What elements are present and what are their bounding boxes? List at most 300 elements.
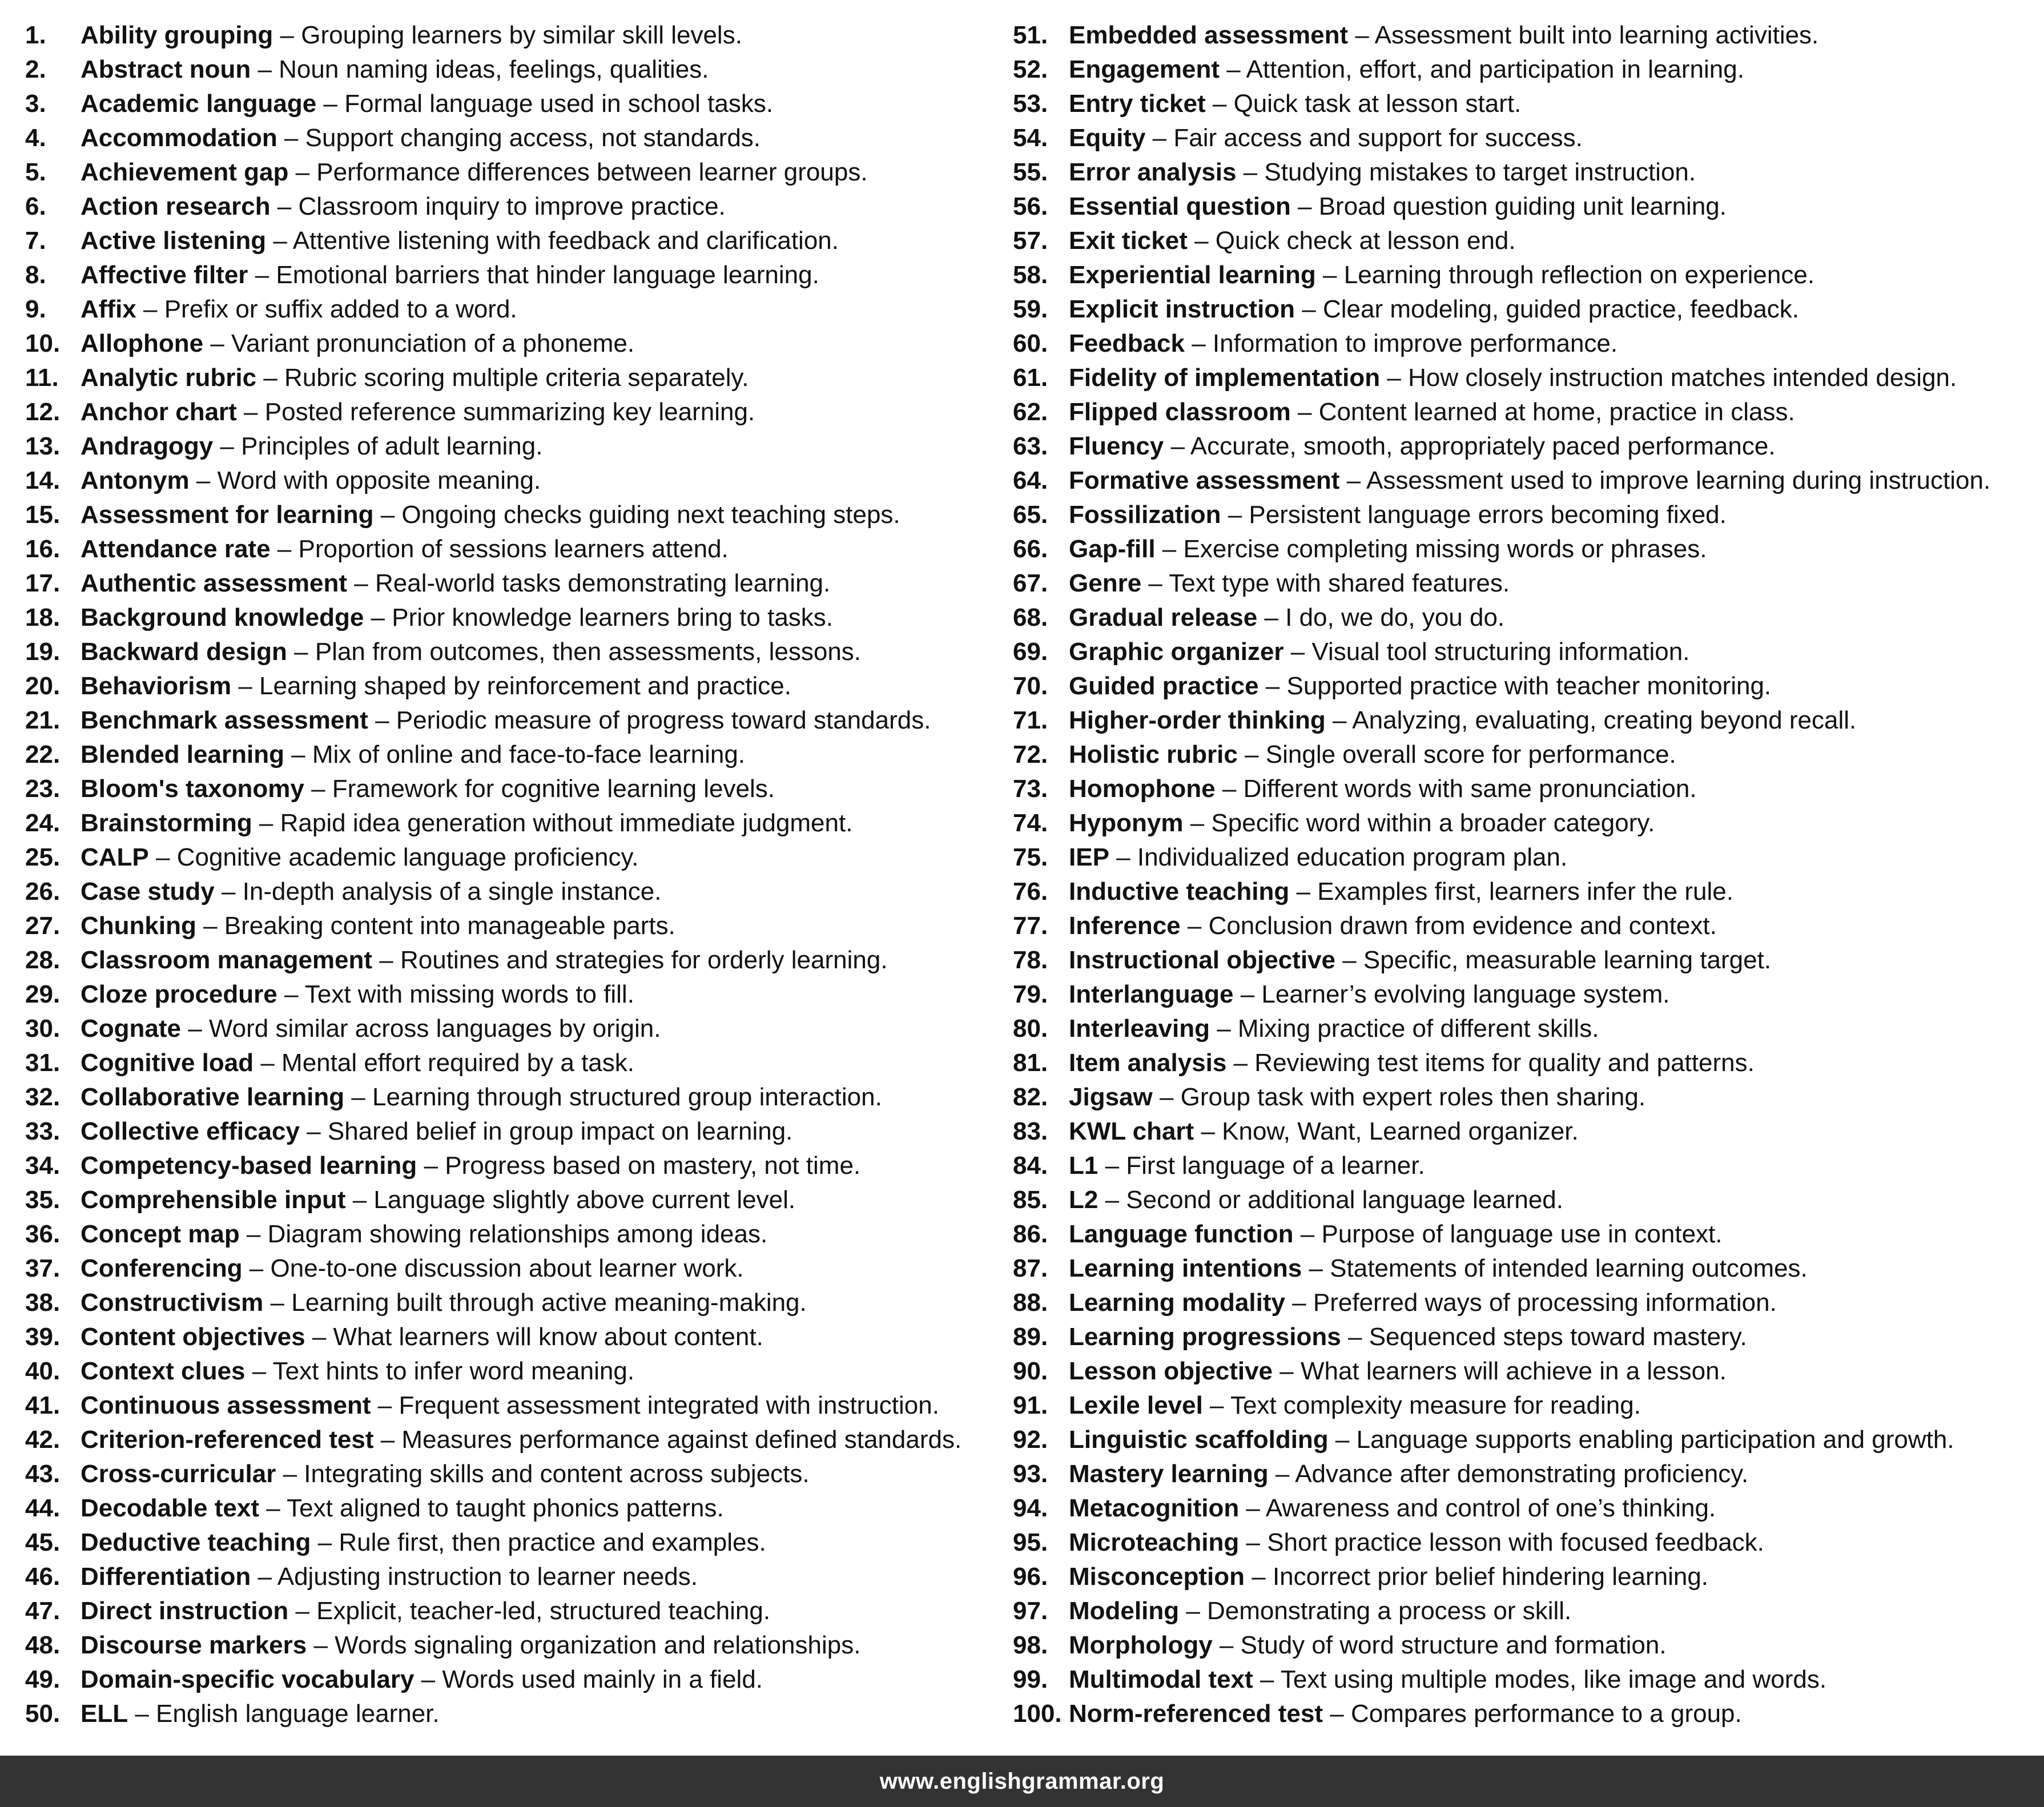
glossary-entry <box>25 87 996 121</box>
entry-separator: – <box>304 775 332 803</box>
entry-definition: Support changing access, not standards. <box>305 124 761 152</box>
entry-text <box>1069 1114 1579 1149</box>
entry-separator: – <box>1209 1015 1238 1043</box>
glossary-entry <box>1013 1491 2035 1526</box>
entry-number: 60. <box>1013 329 1048 357</box>
entry-separator: – <box>316 90 345 118</box>
entry-definition: Reviewing test items for quality and patterns. <box>1254 1049 1755 1077</box>
entry-term: Decodable text <box>81 1494 259 1522</box>
entry-separator: – <box>270 192 299 220</box>
glossary-entry <box>1013 292 2035 327</box>
entry-definition: Progress based on mastery, not time. <box>445 1152 861 1180</box>
glossary-entry <box>1013 1080 2035 1114</box>
entry-text <box>1069 258 1814 292</box>
entry-definition: Prefix or suffix added to a word. <box>164 295 517 323</box>
glossary-entry <box>1013 1217 2035 1251</box>
entry-separator: – <box>344 1083 373 1111</box>
entry-text <box>81 224 839 258</box>
glossary-entry <box>25 1389 996 1423</box>
entry-text <box>81 635 861 669</box>
entry-number: 35. <box>25 1186 61 1214</box>
entry-definition: Explicit, teacher-led, structured teaching. <box>316 1597 771 1625</box>
entry-term: Lexile level <box>1069 1391 1203 1419</box>
entry-number: 85. <box>1013 1186 1048 1214</box>
entry-separator: – <box>259 1494 287 1522</box>
entry-definition: Grouping learners by similar skill levels. <box>301 21 742 49</box>
entry-text <box>1069 1012 1599 1046</box>
entry-number: 30. <box>25 1015 61 1043</box>
entry-definition: Performance differences between learner groups. <box>316 158 868 186</box>
entry-separator: – <box>1323 1700 1351 1728</box>
entry-text <box>81 738 745 772</box>
glossary-entry <box>25 1457 996 1491</box>
entry-separator: – <box>1226 1049 1255 1077</box>
entry-text <box>1069 977 1669 1012</box>
entry-number: 2. <box>25 55 46 83</box>
entry-term: Hyponym <box>1069 809 1184 837</box>
entry-text <box>81 361 749 395</box>
entry-term: Homophone <box>1069 775 1216 803</box>
entry-separator: – <box>1289 878 1318 905</box>
entry-number: 15. <box>25 501 61 529</box>
glossary-entry <box>25 1628 996 1663</box>
entry-text <box>1069 1663 1826 1697</box>
entry-number: 73. <box>1013 775 1048 803</box>
glossary-entry <box>1013 1526 2035 1560</box>
entry-definition: Supported practice with teacher monitoring. <box>1286 672 1772 700</box>
entry-separator: – <box>276 1460 304 1488</box>
entry-term: Interleaving <box>1069 1015 1210 1043</box>
entry-separator: – <box>1257 603 1286 631</box>
entry-separator: – <box>1341 1323 1369 1351</box>
entry-text <box>81 327 634 361</box>
entry-separator: – <box>270 535 299 563</box>
entry-definition: Assessment used to improve learning during instruction. <box>1366 466 1991 494</box>
entry-text <box>1069 155 1696 190</box>
entry-text <box>81 1389 939 1423</box>
entry-term: Concept map <box>81 1220 240 1248</box>
entry-term: Academic language <box>81 90 317 118</box>
entry-separator: – <box>288 158 317 186</box>
glossary-entry <box>1013 1012 2035 1046</box>
entry-number: 38. <box>25 1289 61 1317</box>
entry-definition: Word similar across languages by origin. <box>208 1015 661 1043</box>
entry-separator: – <box>239 1220 268 1248</box>
entry-separator: – <box>1221 501 1249 529</box>
glossary-entry <box>1013 464 2035 498</box>
glossary-entry <box>1013 532 2035 566</box>
entry-text <box>1069 1560 1708 1594</box>
entry-separator: – <box>214 878 243 905</box>
entry-definition: Words signaling organization and relationships. <box>335 1631 861 1659</box>
entry-number: 80. <box>1013 1015 1048 1043</box>
entry-term: Inference <box>1069 912 1181 940</box>
entry-text <box>81 190 726 224</box>
entry-text <box>81 292 517 327</box>
entry-text <box>1069 532 1707 566</box>
glossary-entry <box>1013 1663 2035 1697</box>
entry-definition: Fair access and support for success. <box>1173 124 1583 152</box>
glossary-entry <box>25 532 996 566</box>
entry-definition: Information to improve performance. <box>1212 329 1618 357</box>
entry-definition: Framework for cognitive learning levels. <box>332 775 775 803</box>
entry-number: 40. <box>25 1357 61 1385</box>
entry-definition: Learning through structured group interaction. <box>372 1083 882 1111</box>
glossary-entry <box>1013 155 2035 190</box>
entry-separator: – <box>1285 1289 1313 1317</box>
entry-number: 23. <box>25 775 61 803</box>
entry-separator: – <box>1205 90 1234 118</box>
entry-term: Competency-based learning <box>81 1152 417 1180</box>
entry-text <box>81 1526 766 1560</box>
glossary-entry <box>1013 18 2035 53</box>
entry-definition: Study of word structure and formation. <box>1240 1631 1667 1659</box>
entry-number: 57. <box>1013 227 1048 255</box>
entry-text <box>81 1457 810 1491</box>
glossary-entry <box>25 943 996 977</box>
entry-term: Analytic rubric <box>81 364 257 392</box>
entry-number: 49. <box>25 1665 61 1693</box>
entry-term: Antonym <box>81 466 190 494</box>
entry-term: Error analysis <box>1069 158 1237 186</box>
entry-separator: – <box>1293 1220 1322 1248</box>
entry-definition: Rule first, then practice and examples. <box>339 1528 766 1556</box>
entry-separator: – <box>284 740 312 768</box>
entry-definition: What learners will achieve in a lesson. <box>1300 1357 1727 1385</box>
glossary-column-right <box>1013 18 2035 1731</box>
entry-number: 45. <box>25 1528 61 1556</box>
entry-number: 29. <box>25 980 61 1008</box>
entry-number: 19. <box>25 638 61 666</box>
entry-separator: – <box>1180 912 1209 940</box>
entry-term: Graphic organizer <box>1069 638 1284 666</box>
entry-definition: Plan from outcomes, then assessments, lessons. <box>315 638 862 666</box>
entry-number: 89. <box>1013 1323 1048 1351</box>
entry-definition: Learning built through active meaning-making. <box>291 1289 807 1317</box>
entry-text <box>81 498 900 532</box>
entry-text <box>81 1046 634 1080</box>
glossary-entry <box>25 1046 996 1080</box>
glossary-entry <box>1013 1320 2035 1354</box>
entry-text <box>1069 87 1521 121</box>
glossary-entry <box>25 327 996 361</box>
glossary-entry <box>25 806 996 840</box>
entry-term: Microteaching <box>1069 1528 1240 1556</box>
entry-number: 72. <box>1013 740 1048 768</box>
entry-separator: – <box>252 809 280 837</box>
entry-number: 3. <box>25 90 46 118</box>
entry-term: Misconception <box>1069 1563 1245 1591</box>
glossary-entry <box>1013 1594 2035 1628</box>
entry-number: 81. <box>1013 1049 1048 1077</box>
entry-text <box>81 395 755 429</box>
entry-text <box>81 87 773 121</box>
entry-definition: Studying mistakes to target instruction. <box>1264 158 1696 186</box>
entry-text <box>81 1251 744 1286</box>
entry-text <box>81 429 542 464</box>
entry-text <box>1069 190 1727 224</box>
entry-separator: – <box>1179 1597 1208 1625</box>
entry-term: Fossilization <box>1069 501 1221 529</box>
entry-definition: Statements of intended learning outcomes. <box>1330 1254 1808 1282</box>
entry-separator: – <box>266 227 293 255</box>
entry-definition: Clear modeling, guided practice, feedback. <box>1322 295 1800 323</box>
glossary-entry <box>25 258 996 292</box>
glossary-entry <box>1013 772 2035 806</box>
entry-term: Inductive teaching <box>1069 878 1290 905</box>
entry-term: Abstract noun <box>81 55 251 83</box>
entry-number: 46. <box>25 1563 61 1591</box>
glossary-entry <box>1013 909 2035 943</box>
entry-definition: Attentive listening with feedback and clarification. <box>292 227 839 255</box>
entry-term: Anchor chart <box>81 398 237 426</box>
entry-separator: – <box>254 1049 282 1077</box>
entry-number: 17. <box>25 569 61 597</box>
entry-separator: – <box>1152 1083 1181 1111</box>
entry-definition: Frequent assessment integrated with instruction. <box>399 1391 939 1419</box>
entry-number: 54. <box>1013 124 1048 152</box>
entry-definition: Shared belief in group impact on learning. <box>327 1117 793 1145</box>
entry-definition: Conclusion drawn from evidence and context. <box>1208 912 1717 940</box>
entry-definition: Text type with shared features. <box>1169 569 1510 597</box>
entry-separator: – <box>1268 1460 1295 1488</box>
entry-term: Gap-fill <box>1069 535 1156 563</box>
entry-term: Item analysis <box>1069 1049 1227 1077</box>
entry-separator: – <box>368 706 396 734</box>
entry-term: Feedback <box>1069 329 1185 357</box>
entry-separator: – <box>1187 227 1216 255</box>
entry-term: Learning intentions <box>1069 1254 1302 1282</box>
entry-separator: – <box>1325 706 1353 734</box>
entry-term: CALP <box>81 843 149 871</box>
footer-url[interactable]: www.englishgrammar.org <box>879 1768 1165 1794</box>
entry-term: Language function <box>1069 1220 1294 1248</box>
entry-term: Linguistic scaffolding <box>1069 1426 1329 1454</box>
entry-number: 99. <box>1013 1665 1048 1693</box>
entry-separator: – <box>1245 1563 1273 1591</box>
entry-separator: – <box>288 1597 317 1625</box>
glossary-entry <box>1013 840 2035 875</box>
glossary-entry <box>25 772 996 806</box>
entry-number: 1. <box>25 21 46 49</box>
glossary-entry <box>25 1526 996 1560</box>
entry-term: Cloze procedure <box>81 980 277 1008</box>
entry-term: Morphology <box>1069 1631 1213 1659</box>
entry-term: Affective filter <box>81 261 248 289</box>
entry-definition: Text aligned to taught phonics patterns. <box>287 1494 724 1522</box>
entry-definition: Language slightly above current level. <box>373 1186 796 1214</box>
glossary-entry <box>25 190 996 224</box>
entry-definition: Purpose of language use in context. <box>1321 1220 1723 1248</box>
entry-definition: How closely instruction matches intended design. <box>1408 364 1957 392</box>
glossary-entry <box>1013 669 2035 703</box>
glossary-entry <box>1013 1423 2035 1457</box>
glossary-entry <box>1013 429 2035 464</box>
entry-number: 93. <box>1013 1460 1048 1488</box>
entry-text <box>1069 1217 1723 1251</box>
entry-text <box>1069 909 1717 943</box>
entry-term: Ability grouping <box>81 21 273 49</box>
entry-definition: Mixing practice of different skills. <box>1237 1015 1599 1043</box>
glossary-entry <box>1013 806 2035 840</box>
entry-text <box>81 532 729 566</box>
entry-term: Higher-order thinking <box>1069 706 1326 734</box>
entry-definition: Attention, effort, and participation in learning. <box>1246 55 1744 83</box>
entry-number: 88. <box>1013 1289 1048 1317</box>
entry-definition: Learning through reflection on experience. <box>1343 261 1815 289</box>
entry-number: 44. <box>25 1494 61 1522</box>
entry-separator: – <box>263 1289 292 1317</box>
entry-definition: Word with opposite meaning. <box>217 466 541 494</box>
entry-number: 11. <box>25 364 59 392</box>
entry-term: Jigsaw <box>1069 1083 1153 1111</box>
glossary-entry <box>25 292 996 327</box>
entry-separator: – <box>203 329 232 357</box>
entry-number: 74. <box>1013 809 1048 837</box>
glossary-entry <box>25 909 996 943</box>
entry-term: Mastery learning <box>1069 1460 1269 1488</box>
entry-number: 90. <box>1013 1357 1048 1385</box>
entry-term: Genre <box>1069 569 1142 597</box>
glossary-entry <box>1013 601 2035 635</box>
entry-number: 92. <box>1013 1426 1048 1454</box>
entry-text <box>1069 18 1818 53</box>
entry-number: 86. <box>1013 1220 1048 1248</box>
entry-term: Content objectives <box>81 1323 305 1351</box>
entry-text <box>1069 429 1776 464</box>
entry-separator: – <box>345 1186 374 1214</box>
entry-separator: – <box>1145 124 1174 152</box>
entry-text <box>81 1663 763 1697</box>
entry-text <box>1069 840 1567 875</box>
entry-definition: Classroom inquiry to improve practice. <box>298 192 726 220</box>
entry-separator: – <box>251 1563 277 1591</box>
entry-definition: Ongoing checks guiding next teaching steps. <box>401 501 900 529</box>
entry-definition: Posted reference summarizing key learning. <box>264 398 755 426</box>
entry-number: 97. <box>1013 1597 1048 1625</box>
entry-text <box>1069 669 1771 703</box>
glossary-entry <box>25 601 996 635</box>
entry-separator: – <box>1141 569 1169 597</box>
entry-number: 4. <box>25 124 46 152</box>
entry-term: Entry ticket <box>1069 90 1206 118</box>
entry-number: 67. <box>1013 569 1048 597</box>
glossary-entry <box>25 635 996 669</box>
entry-number: 43. <box>25 1460 61 1488</box>
glossary-entry <box>1013 1114 2035 1149</box>
entry-term: Modeling <box>1069 1597 1180 1625</box>
entry-term: Andragogy <box>81 432 214 460</box>
entry-number: 25. <box>25 843 61 871</box>
entry-definition: Periodic measure of progress toward standards. <box>396 706 931 734</box>
entry-number: 76. <box>1013 878 1048 905</box>
entry-text <box>1069 1046 1755 1080</box>
entry-number: 87. <box>1013 1254 1048 1282</box>
entry-term: Norm-referenced test <box>1069 1700 1323 1728</box>
entry-text <box>81 258 819 292</box>
entry-number: 58. <box>1013 261 1048 289</box>
entry-separator: – <box>181 1015 209 1043</box>
glossary-entry <box>25 395 996 429</box>
entry-term: Case study <box>81 878 215 905</box>
entry-definition: Short practice lesson with focused feedback. <box>1267 1528 1764 1556</box>
glossary-entry <box>1013 361 2035 395</box>
glossary-entry <box>25 498 996 532</box>
glossary-entry <box>25 738 996 772</box>
glossary-entry <box>25 977 996 1012</box>
entry-text <box>81 1286 807 1320</box>
entry-text <box>1069 361 1957 395</box>
entry-text <box>1069 1628 1667 1663</box>
entry-text <box>81 1217 767 1251</box>
entry-text <box>81 1149 860 1183</box>
entry-separator: – <box>364 603 392 631</box>
entry-text <box>1069 703 1856 738</box>
entry-definition: Specific, measurable learning target. <box>1363 946 1772 974</box>
glossary-entry <box>25 703 996 738</box>
entry-separator: – <box>277 124 305 152</box>
entry-definition: Different words with same pronunciation. <box>1243 775 1697 803</box>
entry-definition: Breaking content into manageable parts. <box>224 912 675 940</box>
glossary-column-left <box>25 18 996 1731</box>
glossary-entry <box>25 53 996 87</box>
entry-separator: – <box>148 843 177 871</box>
entry-definition: Content learned at home, practice in class. <box>1318 398 1795 426</box>
entry-definition: Persistent language errors becoming fixed. <box>1249 501 1727 529</box>
glossary-entry <box>1013 943 2035 977</box>
entry-separator: – <box>1328 1426 1357 1454</box>
entry-separator: – <box>1348 21 1375 49</box>
entry-number: 32. <box>25 1083 61 1111</box>
entry-text <box>81 1594 770 1628</box>
glossary-entry <box>1013 566 2035 601</box>
entry-separator: – <box>299 1117 328 1145</box>
entry-definition: Quick task at lesson start. <box>1233 90 1522 118</box>
entry-separator: – <box>1109 843 1137 871</box>
entry-separator: – <box>273 21 301 49</box>
entry-text <box>1069 292 1799 327</box>
entry-term: Blended learning <box>81 740 284 768</box>
entry-definition: Integrating skills and content across subjects. <box>304 1460 810 1488</box>
entry-definition: Principles of adult learning. <box>241 432 543 460</box>
entry-number: 34. <box>25 1152 61 1180</box>
entry-number: 68. <box>1013 603 1048 631</box>
entry-term: Exit ticket <box>1069 227 1188 255</box>
entry-separator: – <box>1283 638 1312 666</box>
entry-definition: I do, we do, you do. <box>1285 603 1505 631</box>
entry-definition: Advance after demonstrating proficiency. <box>1295 1460 1749 1488</box>
entry-term: Brainstorming <box>81 809 252 837</box>
footer-bar <box>0 1756 2044 1807</box>
entry-separator: – <box>287 638 315 666</box>
entry-text <box>1069 498 1727 532</box>
entry-term: Fidelity of implementation <box>1069 364 1381 392</box>
entry-definition: Assessment built into learning activities. <box>1374 21 1819 49</box>
entry-text <box>81 1628 860 1663</box>
entry-term: Deductive teaching <box>81 1528 311 1556</box>
entry-separator: – <box>128 1700 156 1728</box>
entry-term: Engagement <box>1069 55 1220 83</box>
entry-text <box>1069 1320 1747 1354</box>
entry-text <box>1069 224 1516 258</box>
entry-number: 53. <box>1013 90 1048 118</box>
entry-definition: Individualized education program plan. <box>1137 843 1568 871</box>
glossary-entry <box>25 224 996 258</box>
glossary-entry <box>1013 703 2035 738</box>
entry-definition: Examples first, learners infer the rule. <box>1317 878 1733 905</box>
entry-term: Formative assessment <box>1069 466 1340 494</box>
entry-definition: Adjusting instruction to learner needs. <box>277 1563 698 1591</box>
